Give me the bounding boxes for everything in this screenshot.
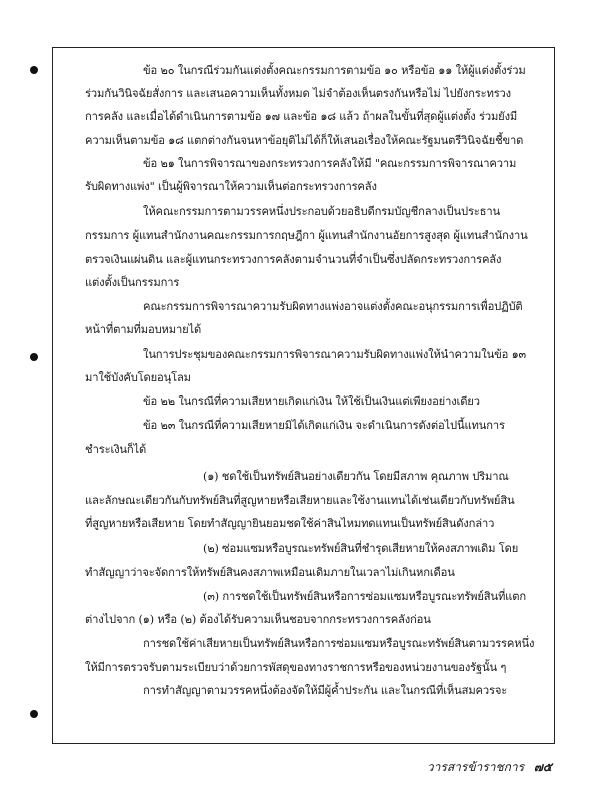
journal-title: วารสารข้าราชการ xyxy=(426,760,525,774)
text-line: และลักษณะเดียวกันกับทรัพย์สินที่สูญหายหรือเสียหายและใช้งานแทนได้เช่นเดียวกับทรัพย์สิน xyxy=(85,494,515,507)
page-number: ๗๕ xyxy=(533,760,552,774)
text-line: ต่างไปจาก (๑) หรือ (๒) ต้องได้รับความเห็นชอบจากกระทรวงการคลังก่อน xyxy=(85,613,431,626)
text-line: หน้าที่ตามที่มอบหมายได้ xyxy=(85,323,202,336)
text-line: ตรวจเงินแผ่นดิน และผู้แทนกระทรวงการคลังตามจำนวนที่จำเป็นซึ่งปลัดกระทรวงการคลัง xyxy=(85,253,502,266)
text-line: ให้คณะกรรมการตามวรรคหนึ่งประกอบด้วยอธิบดีกรมบัญชีกลางเป็นประธาน xyxy=(143,205,500,218)
text-line: ในการประชุมของคณะกรรมการพิจารณาความรับผิดทางแพ่งให้นำความในข้อ ๑๓ xyxy=(143,348,527,361)
text-line: ความเห็นตามข้อ ๑๘ แตกต่างกันจนหาข้อยุติไม่ได้ก็ให้เสนอเรื่องให้คณะรัฐมนตรีวินิจฉัยชี้ขาด xyxy=(85,134,524,147)
text-line: แต่งตั้งเป็นกรรมการ xyxy=(85,276,180,289)
text-line: (๒) ซ่อมแซมหรือบูรณะทรัพย์สินที่ชำรุดเสียหายให้คงสภาพเดิม โดย xyxy=(203,542,519,555)
text-line: ทำสัญญาว่าจะจัดการให้ทรัพย์สินคงสภาพเหมือนเดิมภายในเวลาไม่เกินหกเดือน xyxy=(85,566,455,579)
text-line: รับผิดทางแพ่ง" เป็นผู้พิจารณาให้ความเห็นต่อกระทรวงการคลัง xyxy=(85,180,377,193)
punch-hole-bottom xyxy=(30,710,38,718)
punch-hole-middle xyxy=(30,353,38,361)
text-line: ที่สูญหายหรือเสียหาย โดยทำสัญญายินยอมชดใช้ค่าสินไหมทดแทนเป็นทรัพย์สินดังกล่าว xyxy=(85,517,495,530)
text-line: การคลัง และเมื่อได้ดำเนินการตามข้อ ๑๗ และข้อ ๑๘ แล้ว ถ้าผลในขั้นที่สุดผู้แต่งตั้ง ร่วมยังมี xyxy=(85,110,518,123)
text-line: ข้อ ๒๒ ในกรณีที่ความเสียหายเกิดแก่เงิน ให้ใช้เป็นเงินแต่เพียงอย่างเดียว xyxy=(143,395,480,408)
text-line: ข้อ ๒๐ ในกรณีร่วมกันแต่งตั้งคณะกรรมการตามข้อ ๑๐ หรือข้อ ๑๑ ให้ผู้แต่งตั้งร่วม xyxy=(143,64,526,77)
text-line: ข้อ ๒๓ ในกรณีที่ความเสียหายมิได้เกิดแก่เงิน จะดำเนินการดังต่อไปนี้แทนการ xyxy=(143,419,505,432)
text-line: การชดใช้ค่าเสียหายเป็นทรัพย์สินหรือการซ่อมแซมหรือบูรณะทรัพย์สินตามวรรคหนึ่ง xyxy=(143,637,535,650)
text-line: การทำสัญญาตามวรรคหนึ่งต้องจัดให้มีผู้ค้ำประกัน และในกรณีที่เห็นสมควรจะ xyxy=(143,684,508,697)
text-line: ชำระเงินก็ได้ xyxy=(85,443,147,456)
punch-hole-top xyxy=(30,66,38,74)
text-line: ร่วมกันวินิจฉัยสั่งการ และเสนอความเห็นทั้งหมด ไม่จำต้องเห็นตรงกันหรือไม่ ไปยังกระทรวง xyxy=(85,87,511,100)
text-line: คณะกรรมการพิจารณาความรับผิดทางแพ่งอาจแต่งตั้งคณะอนุกรรมการเพื่อปฏิบัติ xyxy=(143,300,523,313)
page-footer xyxy=(427,758,552,777)
text-line: ให้มีการตรวจรับตามระเบียบว่าด้วยการพัสดุของทางราชการหรือของหน่วยงานของรัฐนั้น ๆ xyxy=(85,661,507,674)
text-line: (๓) การชดใช้เป็นทรัพย์สินหรือการซ่อมแซมหรือบูรณะทรัพย์สินที่แตก xyxy=(203,590,526,603)
text-line: มาใช้บังคับโดยอนุโลม xyxy=(85,371,191,384)
text-line: กรรมการ ผู้แทนสำนักงานคณะกรรมการกฤษฎีกา ผู้แทนสำนักงานอัยการสูงสุด ผู้แทนสำนักงาน xyxy=(85,229,528,242)
text-line: ข้อ ๒๑ ในการพิจารณาของกระทรวงการคลังให้มี "คณะกรรมการพิจารณาความ xyxy=(143,157,517,170)
text-line: (๑) ชดใช้เป็นทรัพย์สินอย่างเดียวกัน โดยมีสภาพ คุณภาพ ปริมาณ xyxy=(203,470,509,483)
